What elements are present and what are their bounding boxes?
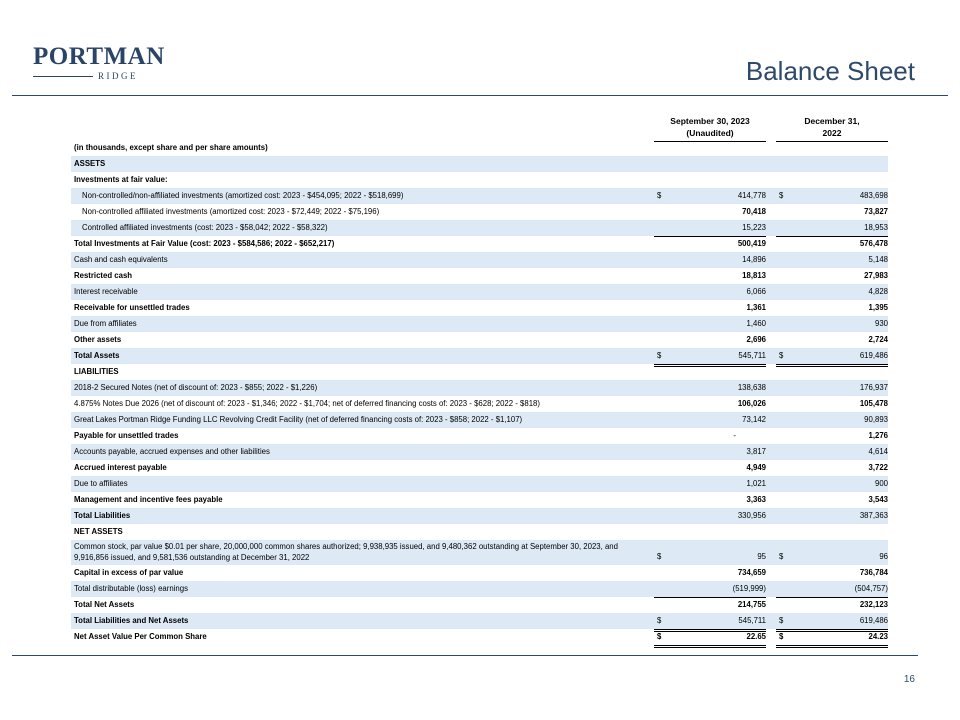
value: 70,418 — [742, 207, 766, 216]
table-row — [71, 220, 888, 236]
value-cell-2023 — [654, 629, 766, 648]
row-label: NET ASSETS — [74, 527, 123, 536]
value-cell-2023 — [654, 460, 766, 476]
value-cell-2023 — [654, 581, 766, 598]
value-cell-2023 — [654, 220, 766, 237]
value: - — [733, 431, 736, 440]
value: 18,813 — [742, 271, 766, 280]
row-label: Non-controlled/non-affiliated investments (amortized cost: 2023 - $454,095; 2022 - $518,699) — [82, 191, 404, 200]
value-cell-2022 — [776, 581, 888, 598]
value-cell-2022 — [776, 460, 888, 476]
value-cell-2022 — [776, 220, 888, 237]
value-cell-2022 — [776, 300, 888, 316]
row-label: Other assets — [74, 335, 122, 344]
value: 6,066 — [746, 287, 766, 296]
table-row — [71, 412, 888, 428]
value: 4,949 — [746, 463, 766, 472]
value: 214,755 — [737, 600, 766, 609]
value: 73,142 — [742, 415, 766, 424]
value-cell-2022 — [776, 508, 888, 524]
row-label: LIABILITIES — [74, 367, 119, 376]
row-label: Cash and cash equivalents — [74, 255, 168, 264]
logo-main-text: PORTMAN — [33, 43, 165, 70]
table-row — [71, 597, 888, 613]
value: 330,956 — [737, 511, 766, 520]
table-row — [71, 204, 888, 220]
column-header-line2: (Unaudited) — [686, 128, 734, 138]
column-header-sep-2023 — [654, 115, 766, 139]
row-label: ASSETS — [74, 159, 106, 168]
value-cell-2023 — [654, 508, 766, 524]
value: 1,361 — [746, 303, 766, 312]
row-label: Non-controlled affiliated investments (amortized cost: 2023 - $72,449; 2022 - $75,196) — [82, 207, 380, 216]
table-row — [71, 428, 888, 444]
table-row — [71, 300, 888, 316]
table-row — [71, 396, 888, 412]
table-row — [71, 156, 888, 172]
value: 3,363 — [746, 495, 766, 504]
value-cell-2022 — [776, 332, 888, 349]
row-label: Total Assets — [74, 351, 120, 360]
value: 73,827 — [864, 207, 888, 216]
value: 576,478 — [859, 239, 888, 248]
value-cell-2022 — [776, 492, 888, 509]
row-label: Due to affiliates — [74, 479, 128, 488]
value: 15,223 — [742, 223, 766, 232]
table-row — [71, 444, 888, 460]
table-row — [71, 364, 888, 380]
value: 619,486 — [859, 351, 888, 360]
row-label: Interest receivable — [74, 287, 138, 296]
value: 900 — [874, 479, 888, 488]
value: 4,614 — [868, 447, 888, 456]
row-label: Total Liabilities — [74, 511, 131, 520]
table-row — [71, 140, 888, 156]
value: 105,478 — [859, 399, 888, 408]
table-row — [71, 581, 888, 597]
value: 3,817 — [746, 447, 766, 456]
value-cell-2023 — [654, 565, 766, 581]
row-label: Payable for unsettled trades — [74, 431, 179, 440]
row-label: Investments at fair value: — [74, 175, 168, 184]
value: 2,696 — [746, 335, 766, 344]
row-label: Accounts payable, accrued expenses and other liabilities — [74, 447, 270, 456]
row-label: Common stock, par value $0.01 per share, 20,000,000 common shares authorized; 9,938,935 issued, and 9,480,362 outstanding at September 30, 2023, and 9,916,856 issued, and 9,581,536 outstanding at December 31, 2022 — [74, 542, 618, 562]
table-row — [71, 332, 888, 348]
value-cell-2023 — [654, 476, 766, 492]
value-cell-2023 — [654, 188, 766, 204]
value: 1,276 — [868, 431, 888, 440]
logo-line — [33, 76, 93, 77]
value: 734,659 — [737, 568, 766, 577]
table-row — [71, 476, 888, 492]
value: 545,711 — [738, 616, 766, 625]
value: 176,937 — [859, 383, 888, 392]
logo-sub-text: RIDGE — [98, 71, 138, 81]
table-row — [71, 524, 888, 540]
column-header-dec-2022 — [776, 115, 888, 139]
row-label: Total Investments at Fair Value (cost: 2023 - $584,586; 2022 - $652,217) — [74, 239, 335, 248]
currency-symbol: $ — [779, 616, 784, 625]
currency-symbol: $ — [657, 351, 662, 360]
table-row — [71, 508, 888, 524]
row-label: Accrued interest payable — [74, 463, 167, 472]
value-cell-2023 — [654, 252, 766, 268]
value: 2,724 — [868, 335, 888, 344]
value: 500,419 — [737, 239, 766, 248]
value: (519,999) — [732, 584, 766, 593]
balance-sheet-table — [71, 140, 888, 645]
value-cell-2023 — [654, 204, 766, 220]
page-title: Balance Sheet — [745, 56, 915, 86]
row-label: Net Asset Value Per Common Share — [74, 632, 207, 641]
table-row — [71, 380, 888, 396]
row-label: Restricted cash — [74, 271, 133, 280]
table-row — [71, 540, 888, 565]
table-row — [71, 629, 888, 645]
value-cell-2022 — [776, 380, 888, 396]
value-cell-2023 — [654, 412, 766, 428]
value: 24.23 — [868, 632, 888, 641]
table-row — [71, 236, 888, 252]
value: 14,896 — [742, 255, 766, 264]
row-label: Due from affiliates — [74, 319, 137, 328]
value-cell-2023 — [654, 284, 766, 300]
row-label: Great Lakes Portman Ridge Funding LLC Revolving Credit Facility (net of deferred financing costs of: 2023 - $858; 2022 - $1,107) — [74, 415, 523, 424]
value-cell-2022 — [776, 476, 888, 492]
value: 96 — [879, 552, 888, 561]
column-header-line2: 2022 — [822, 128, 842, 138]
value: 1,395 — [868, 303, 888, 312]
value-cell-2022 — [776, 268, 888, 284]
value-cell-2022 — [776, 204, 888, 220]
value: 27,983 — [864, 271, 888, 280]
value-cell-2023 — [654, 540, 766, 565]
row-label: Controlled affiliated investments (cost: 2023 - $58,042; 2022 - $58,322) — [82, 223, 328, 232]
table-row — [71, 316, 888, 332]
value: 138,638 — [737, 383, 766, 392]
value: 90,893 — [864, 415, 888, 424]
value: 232,123 — [859, 600, 888, 609]
table-row — [71, 565, 888, 581]
value-cell-2023 — [654, 380, 766, 396]
footer-divider — [12, 655, 918, 656]
value: 483,698 — [859, 191, 888, 200]
table-row — [71, 268, 888, 284]
value: 3,722 — [868, 463, 888, 472]
value-cell-2022 — [776, 540, 888, 565]
table-row — [71, 284, 888, 300]
value: 736,784 — [859, 568, 888, 577]
currency-symbol: $ — [657, 616, 662, 625]
column-header-line1: September 30, 2023 — [670, 116, 750, 126]
portman-ridge-logo — [33, 43, 165, 81]
row-label: 2018-2 Secured Notes (net of discount of: 2023 - $855; 2022 - $1,226) — [74, 383, 318, 392]
logo-sub-row — [33, 71, 149, 81]
table-row — [71, 172, 888, 188]
row-label: Total Liabilities and Net Assets — [74, 616, 189, 625]
value-cell-2022 — [776, 629, 888, 648]
value: 1,460 — [746, 319, 766, 328]
table-row — [71, 492, 888, 508]
value: 619,486 — [859, 616, 888, 625]
row-label: (in thousands, except share and per share amounts) — [74, 143, 268, 152]
currency-symbol: $ — [779, 351, 784, 360]
value-cell-2023 — [654, 396, 766, 412]
value: 4,828 — [868, 287, 888, 296]
currency-symbol: $ — [779, 552, 784, 561]
table-row — [71, 348, 888, 364]
value-cell-2023 — [654, 316, 766, 332]
row-label: 4.875% Notes Due 2026 (net of discount of: 2023 - $1,346; 2022 - $1,704; net of deferred financing costs of: 2023 - $628; 2022 - $818) — [74, 399, 540, 408]
value-cell-2022 — [776, 565, 888, 581]
value-cell-2022 — [776, 316, 888, 332]
row-label: Total Net Assets — [74, 600, 135, 609]
table-row — [71, 252, 888, 268]
value: 18,953 — [864, 223, 888, 232]
value: 5,148 — [868, 255, 888, 264]
value-cell-2022 — [776, 188, 888, 204]
row-label: Management and incentive fees payable — [74, 495, 223, 504]
value-cell-2022 — [776, 252, 888, 268]
value: (504,757) — [854, 584, 888, 593]
value-cell-2022 — [776, 236, 888, 252]
currency-symbol: $ — [657, 552, 662, 561]
currency-symbol: $ — [779, 191, 784, 200]
value-cell-2022 — [776, 428, 888, 444]
value: 387,363 — [859, 511, 888, 520]
value-cell-2023 — [654, 268, 766, 284]
value-cell-2022 — [776, 412, 888, 428]
value-cell-2022 — [776, 396, 888, 412]
value-cell-2023 — [654, 444, 766, 460]
row-label: Receivable for unsettled trades — [74, 303, 190, 312]
page-number: 16 — [903, 674, 915, 685]
value: 95 — [757, 552, 766, 561]
value: 1,021 — [746, 479, 766, 488]
value-cell-2023 — [654, 428, 766, 444]
value: 414,778 — [737, 191, 766, 200]
value-cell-2023 — [654, 492, 766, 509]
value-cell-2022 — [776, 444, 888, 460]
value: 106,026 — [737, 399, 766, 408]
table-row — [71, 613, 888, 629]
value-cell-2023 — [654, 300, 766, 316]
column-header-line1: December 31, — [804, 116, 860, 126]
table-row — [71, 188, 888, 204]
currency-symbol: $ — [657, 632, 662, 641]
value-cell-2023 — [654, 236, 766, 252]
value-cell-2023 — [654, 597, 766, 614]
value-cell-2023 — [654, 332, 766, 349]
value-cell-2022 — [776, 284, 888, 300]
currency-symbol: $ — [779, 632, 784, 641]
header-divider — [12, 95, 948, 96]
currency-symbol: $ — [657, 191, 662, 200]
value-cell-2022 — [776, 597, 888, 614]
value: 22.65 — [746, 632, 766, 641]
row-label: Capital in excess of par value — [74, 568, 184, 577]
value: 930 — [874, 319, 888, 328]
value: 545,711 — [738, 351, 766, 360]
value: 3,543 — [868, 495, 888, 504]
row-label: Total distributable (loss) earnings — [74, 584, 188, 593]
table-row — [71, 460, 888, 476]
